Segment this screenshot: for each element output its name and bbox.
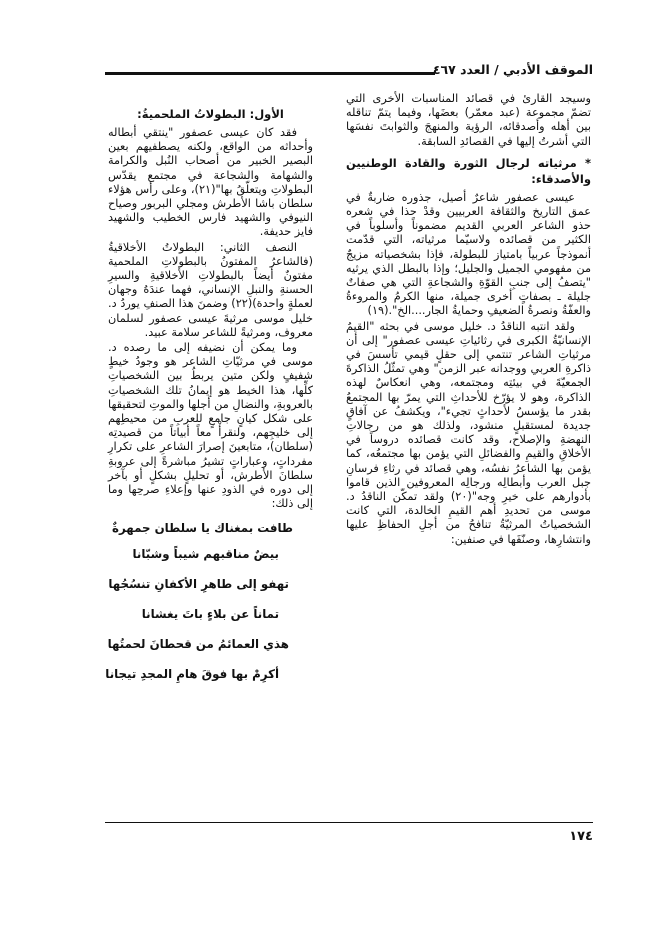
paragraph: ولقد انتبه الناقدُ د. خليل موسى في بحثه "القيمُ الإنسانيّةُ الكبرى في رثائياتِ عيسى عصفور" إلى أن مرثياتِ الشاعر تنتمي إلى حقلٍ قيمي تأسسَ في ذاكرةِ العربي ووجدانه عبر الزمن" وهي تمثّلُ الذاكرةَ الجمعيّةَ في بيئتِه ومجتمعه، وهي انعكاسٌ لهذه الذاكرة، وهو لا يؤرّخ للأحداثِ التي يمرّ بها المجتمعُ بقدر ما يؤسسُ لأحداثٍ تجيء"، ويكشفُ عن آفاقٍ جديدة لمستقبلٍ منشود، ولذلك هو من رجالاتِ النهضةِ والإصلاح، وقد كانت قصائده دروساً في الأخلاقِ والقيمِ والفضائلِ التي يؤمن بها مجتمعُه، كما يؤمن بها الشاعرُ نفسُه، وهي قصائد في رثاءِ فرسانِ جبل العرب وأبطالِه ورجالِه المعروفين الذين قاموا بأدوارهم على خيرِ وجه"(٢٠) ولقد تمكّن الناقدُ د. موسى من تحديدِ أهم القيمِ الخالدة، التي كانت الشخصياتُ المرثيّةُ تنافحُ من أجلِ الحفاظِ عليها وانتشارِها، وصنّفَها في صنفين: [346, 319, 591, 546]
paragraph: فقد كان عيسى عصفور "ينتقي أبطاله وأحداثه من الواقع، ولكنه يصطفيهم بعين البصير الخبير من أصحاب النُبل والكرامة والشهامة والشجاعة في مجتمع يقدّس البطولاتِ ويتعلّقُ بها"(٢١)، وعلى رأس هؤلاء سلطان باشا الأطرش ومجلي البربور وصياح النيوفي والشهيد فارس الخطيب والشهيد فايز حديفة. [108, 126, 313, 239]
paragraph: عيسى عصفور شاعرٌ أصيل، جذوره ضاربةٌ في عمق التاريخ والثقافة العربيين وقدْ حذا في شعره حذو الشاعر العربي القديم مضموناً وأسلوباً في الكثير من قصائده ولاسيّما مرثياته، التي قدّمت أنموذجاً عربياً بامتياز للبطولة، فإذا بشخصياته مزيجٌ من مفهومي الجميل والجليل؛ وإذا بالبطل الذي يرثيه "يتصفُ إلى جنبِ القوّةِ والشجاعةِ التي هي صفاتٌ جليلة ـ بصفاتٍ أخرى جميلة، منها الكرمُ والمروءةُ والعفّةُ ونصرةُ الضعيفِ وحمايةُ الجار....الخ".(١٩) [346, 190, 591, 318]
right-column [346, 92, 591, 548]
journal-title: الموقف الأدبي / العدد ٤٦٧ [432, 62, 593, 77]
poem-line: تماناً عن بلاءٍ باتَ يغشانا [141, 607, 279, 622]
poem-line: طافت بمغناك يا سلطان جمهرةٌ [111, 521, 293, 536]
poem-line: تهفو إلى طاهرِ الأكفانِ تنسُجُها [108, 577, 289, 592]
poem-line: هذي العمائمُ من قحطانَ لحمتُها [107, 637, 289, 652]
paragraph: النصف الثاني: البطولاتُ الأخلاقيةُ (فالشاعرُ المفتونُ بالبطولاتِ الملحمية مفتونٌ أيضاً بالبطولاتِ الأخلاقيةِ والسيرِ الحسنةِ والنبلِ الإنساني، فهما عندَهُ وجهان لعملةٍ واحدة)(٢٢) وضمنَ هذا الصنفِ يوردُ د. خليل موسى مرثيةَ عيسى عصفور لسلمان معروف، ومرثيةً للشاعر سلامة عبيد. [108, 240, 313, 339]
section-heading-elegies: * مرثياته لرجال الثورة والقادة الوطنيين والأصدقاء: [346, 155, 591, 186]
poem [105, 517, 313, 689]
page-footer [105, 822, 593, 844]
page-number: ١٧٤ [569, 829, 593, 844]
left-column [105, 92, 313, 689]
header-rule [105, 72, 435, 75]
footer-rule [105, 822, 593, 823]
poem-line: بيضٌ مناقبهم شيباً وشبّانا [132, 547, 279, 562]
section-heading-epic: الأول: البطولاتُ الملحميةُ: [137, 107, 284, 121]
intro-paragraph: وسيجد القارئ في قصائد المناسبات الأخرى التي تضمّ مجموعة (عبد معمّر) بعضَها، وفيما يتمّ تناقله بين أهله وأصدقائه، الرؤية والمنهجَ والثوابتَ نفسَها التي أشرتُ إليها في القصائدِ السابقة. [346, 92, 591, 148]
paragraph: وما يمكن أن نضيفه إلى ما رصده د. موسى في مرثيّاتِ الشاعر هو وجودُ خيطٍ شفيفٍ ولكن متين يربطُ بين الشخصياتِ كلِّها، هذا الخيط هو إيمانُ تلك الشخصياتِ بالعروبةِ، والنضالِ من أجلها والموتِ لتحقيقها على شكل كيانٍ جامعٍ للعربِ من محيطِهم إلى خليجِهم، ولنقرأْ معاً أبياتاً من قصيدتِه (سلطان)، متابعينَ إصرارَ الشاعرِ على تكرارِ مفرداتٍ، وعباراتٍ تشيرُ مباشرةً إلى عروبةِ سلطانَ الأطرش، أو تحليلٍ بشكلٍ أو بآخر إلى دوره في الذودِ عنها وإعلاءِ صرحِها وما إلى ذلك: [108, 341, 313, 511]
poem-line: أكرِمْ بها فوقَ هامِ المجدِ تيجانا [105, 667, 279, 682]
running-header [105, 62, 593, 84]
